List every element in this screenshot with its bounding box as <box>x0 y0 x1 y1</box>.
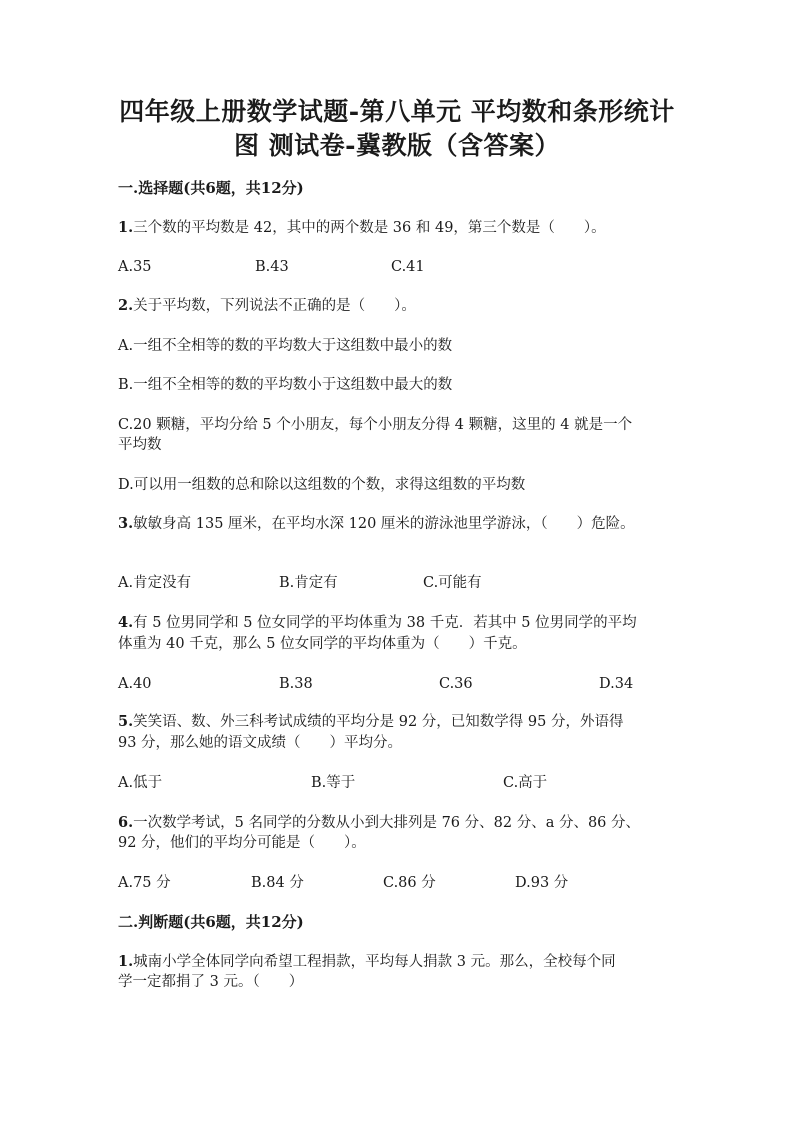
option-a: A.75 分 <box>118 875 171 891</box>
option-a: A.低于 <box>118 775 163 791</box>
question-text: 城南小学全体同学向希望工程捐款，平均每人捐款 3 元。那么，全校每个同 <box>133 954 616 970</box>
option-b: B.等于 <box>311 775 356 791</box>
option-c: C.41 <box>391 259 425 275</box>
question-6 <box>118 813 640 833</box>
document-title-line-1: 四年级上册数学试题-第八单元 平均数和条形统计 <box>119 97 675 126</box>
option-c: C.86 分 <box>383 875 436 891</box>
option-a: A.一组不全相等的数的平均数大于这组数中最小的数 <box>118 338 453 354</box>
question-6-continued: 92 分，他们的平均分可能是（ ）。 <box>118 835 366 851</box>
question-number: 4. <box>118 614 134 631</box>
question-text: 笑笑语、数、外三科考试成绩的平均分是 92 分，已知数学得 95 分，外语得 <box>133 714 624 730</box>
question-number: 2. <box>118 297 134 314</box>
option-c: C.20 颗糖，平均分给 5 个小朋友，每个小朋友分得 4 颗糖，这里的 4 就是一个 <box>118 417 633 433</box>
question-1 <box>118 218 606 238</box>
option-c: C.36 <box>439 676 473 692</box>
option-b: B.43 <box>255 259 289 275</box>
question-text: 敏敏身高 135 厘米，在平均水深 120 厘米的游泳池里学游泳，（ ）危险。 <box>133 516 635 532</box>
option-d: D.34 <box>599 676 634 692</box>
question-2 <box>118 296 416 316</box>
section-heading-choice: 一.选择题(共6题，共12分) <box>118 179 304 197</box>
section-heading-judgement: 二.判断题(共6题，共12分) <box>118 913 304 931</box>
question-number: 1. <box>118 953 134 970</box>
question-5-continued: 93 分，那么她的语文成绩（ ）平均分。 <box>118 735 403 751</box>
question-3 <box>118 514 635 534</box>
question-text: 三个数的平均数是 42，其中的两个数是 36 和 49，第三个数是（ ）。 <box>133 220 606 236</box>
option-b: B.38 <box>279 676 313 692</box>
option-b: B.84 分 <box>251 875 304 891</box>
option-c-continued: 平均数 <box>118 437 162 453</box>
judgement-question-1-continued: 学一定都捐了 3 元。（ ） <box>118 974 304 990</box>
option-b: B.一组不全相等的数的平均数小于这组数中最大的数 <box>118 377 453 393</box>
question-text: 关于平均数，下列说法不正确的是（ ）。 <box>133 298 416 314</box>
question-text: 有 5 位男同学和 5 位女同学的平均体重为 38 千克．若其中 5 位男同学的平均 <box>133 615 637 631</box>
question-number: 6. <box>118 814 134 831</box>
option-b: B.肯定有 <box>279 575 338 591</box>
judgement-question-1 <box>118 952 616 972</box>
question-number: 5. <box>118 713 134 730</box>
question-text: 一次数学考试，5 名同学的分数从小到大排列是 76 分、82 分、a 分、86 分、 <box>133 815 641 831</box>
document-title-line-2: 图 测试卷-冀教版（含答案） <box>233 131 561 160</box>
option-a: A.35 <box>118 259 152 275</box>
option-c: C.可能有 <box>423 575 482 591</box>
option-a: A.40 <box>118 676 152 692</box>
question-5 <box>118 712 623 732</box>
question-number: 3. <box>118 515 134 532</box>
option-c: C.高于 <box>503 775 548 791</box>
question-4 <box>118 613 637 633</box>
option-d: D.93 分 <box>515 875 569 891</box>
question-number: 1. <box>118 219 134 236</box>
option-d: D.可以用一组数的总和除以这组数的个数，求得这组数的平均数 <box>118 477 526 493</box>
option-a: A.肯定没有 <box>118 575 192 591</box>
question-4-continued: 体重为 40 千克，那么 5 位女同学的平均体重为（ ）千克。 <box>118 636 527 652</box>
